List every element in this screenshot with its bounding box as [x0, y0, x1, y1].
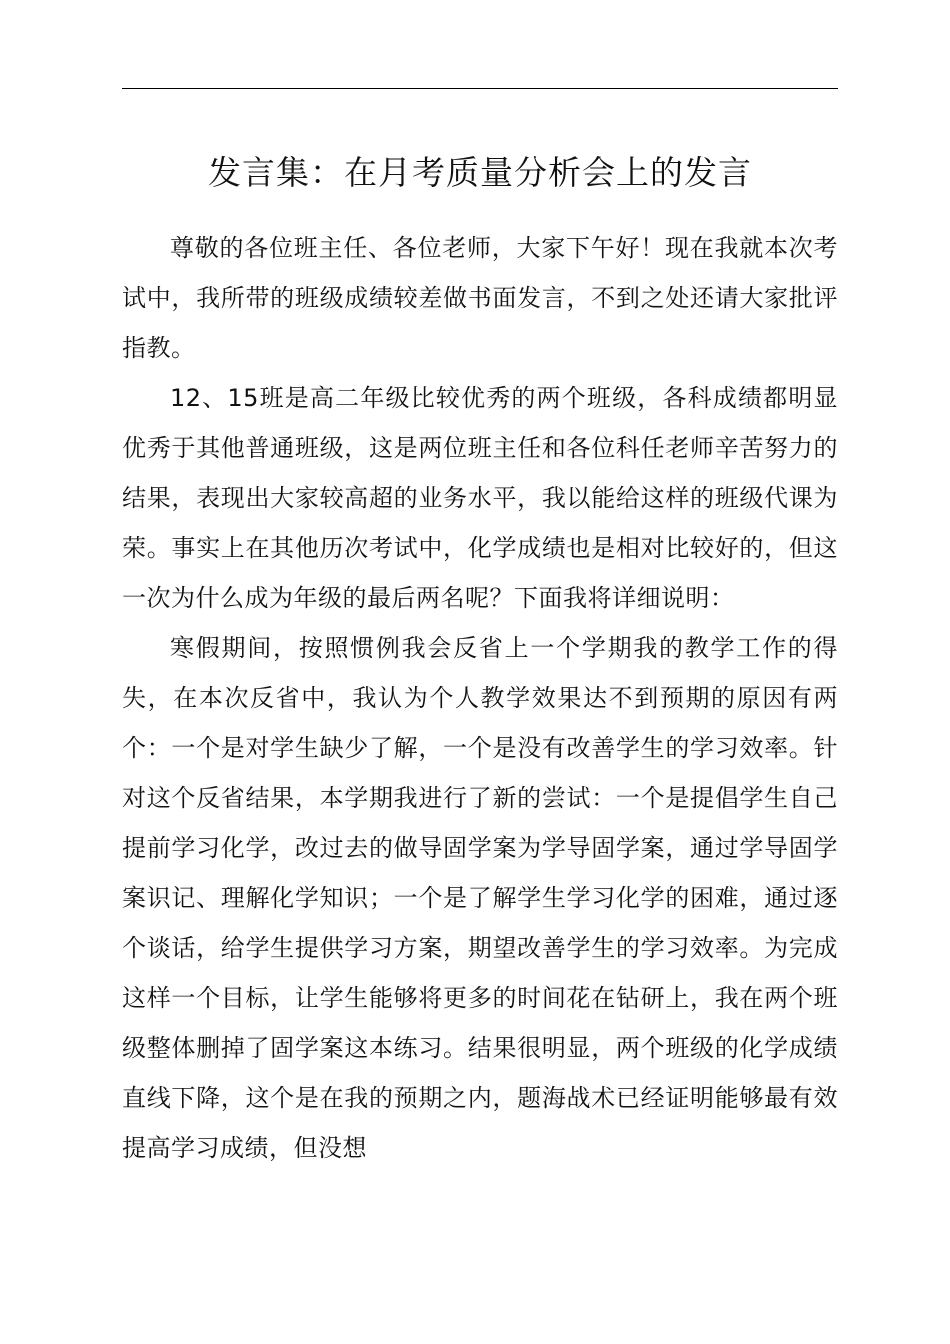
document-body — [122, 223, 838, 1173]
header-rule — [122, 88, 838, 89]
document-title: 发言集：在月考质量分析会上的发言 — [208, 153, 752, 192]
paragraph-class-background: 12、15班是高二年级比较优秀的两个班级，各科成绩都明显优秀于其他普通班级，这是两位班主任和各位科任老师辛苦努力的结果，表现出大家较高超的业务水平，我以能给这样的班级代课为荣。事实上在其他历次考试中，化学成绩也是相对比较好的，但这一次为什么成为年级的最后两名呢？下面我将详细说明： — [122, 384, 838, 612]
paragraph-greeting: 尊敬的各位班主任、各位老师，大家下午好！现在我就本次考试中，我所带的班级成绩较差做书面发言，不到之处还请大家批评指教。 — [122, 234, 838, 362]
paragraph-reflection: 寒假期间，按照惯例我会反省上一个学期我的教学工作的得失，在本次反省中，我认为个人教学效果达不到预期的原因有两个：一个是对学生缺少了解，一个是没有改善学生的学习效率。针对这个反省结果，本学期我进行了新的尝试：一个是提倡学生自己提前学习化学，改过去的做导固学案为学导固学案，通过学导固学案识记、理解化学知识；一个是了解学生学习化学的困难，通过逐个谈话，给学生提供学习方案，期望改善学生的学习效率。为完成这样一个目标，让学生能够将更多的时间花在钻研上，我在两个班级整体删掉了固学案这本练习。结果很明显，两个班级的化学成绩直线下降，这个是在我的预期之内，题海战术已经证明能够最有效提高学习成绩，但没想 — [122, 634, 838, 1162]
